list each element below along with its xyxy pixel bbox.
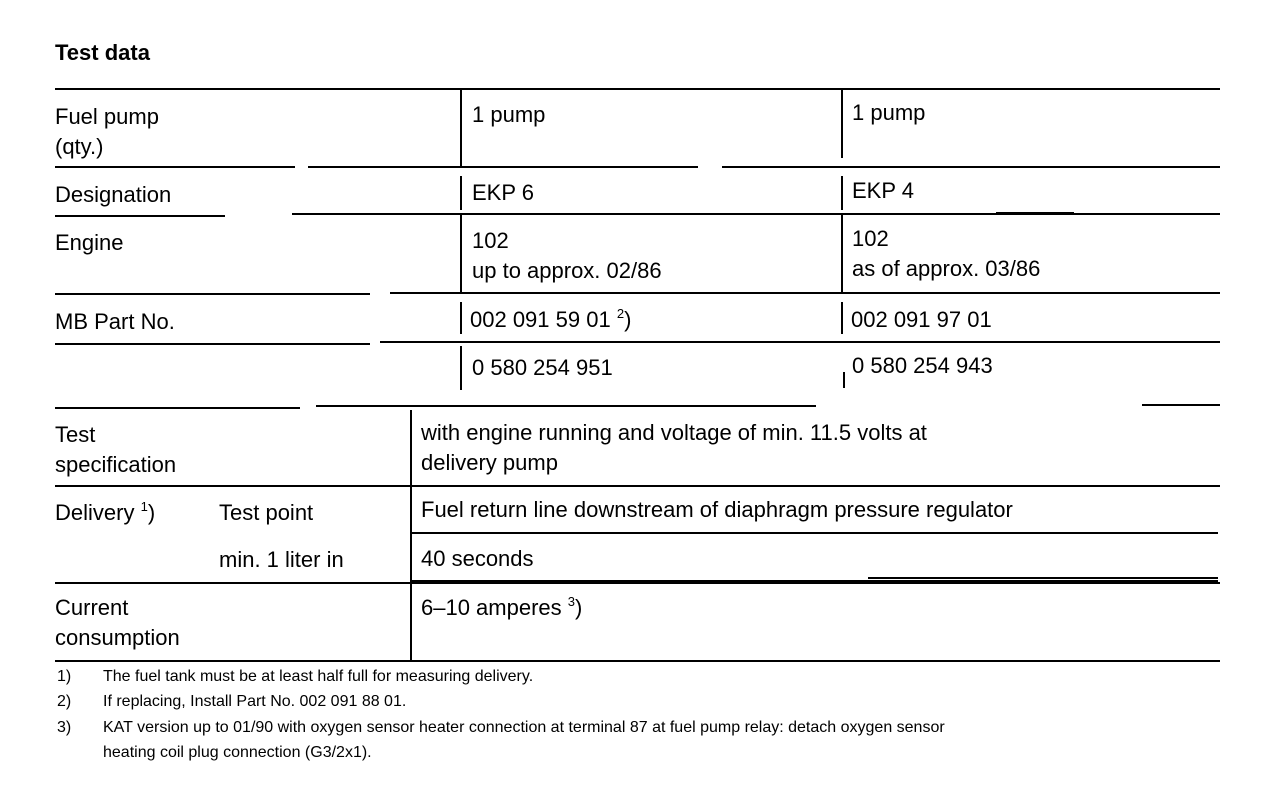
table-rule	[996, 212, 1074, 214]
footnote-number: 2)	[57, 693, 72, 710]
column-divider	[460, 176, 462, 210]
table-rule	[55, 343, 370, 345]
test-point-value: Fuel return line downstream of diaphragm pressure regulator	[421, 497, 1013, 522]
column-divider	[841, 215, 843, 292]
table-rule	[722, 166, 1220, 168]
table-rule	[308, 166, 698, 168]
column-divider	[843, 372, 845, 388]
column-divider	[460, 346, 462, 390]
table-rule	[316, 405, 816, 407]
column-divider	[410, 410, 412, 660]
table-rule	[380, 341, 1220, 343]
designation-col2: EKP 4	[852, 178, 914, 203]
table-rule	[410, 532, 1218, 534]
column-divider	[460, 302, 462, 334]
mb-part-no-col1: 002 091 59 01 $^2$)	[470, 306, 632, 332]
column-divider	[460, 90, 462, 166]
row-label-fuel-pump: Fuel pump (qty.)	[55, 104, 159, 159]
footnote-text: If replacing, Install Part No. 002 091 88 01.	[103, 693, 407, 710]
table-rule	[55, 485, 1220, 487]
table-rule	[390, 292, 1220, 294]
footnote-ref: 2	[616, 306, 625, 321]
bosch-part-no-col2: 0 580 254 943	[852, 353, 993, 378]
fuel-pump-qty-ekp4: 1 pump	[852, 100, 926, 125]
engine-col2: 102 as of approx. 03/86	[852, 226, 1041, 281]
column-divider	[841, 302, 843, 334]
table-rule	[55, 166, 295, 168]
table-rule	[55, 293, 370, 295]
column-divider	[841, 90, 843, 158]
row-label-designation: Designation	[55, 182, 172, 207]
fuel-pump-qty-ekp6: 1 pump	[472, 102, 546, 127]
row-label-mb-part-no: MB Part No.	[55, 309, 175, 334]
table-rule	[868, 577, 1218, 579]
footnote-text: The fuel tank must be at least half full for measuring delivery.	[103, 668, 534, 685]
row-label-delivery: Delivery $^1$)	[55, 499, 156, 525]
column-divider	[841, 176, 843, 210]
min-liter-value: 40 seconds	[421, 546, 534, 571]
row-label-test-specification: Test specification	[55, 422, 177, 477]
footnote-text: KAT version up to 01/90 with oxygen sensor heater connection at terminal 87 at fuel pump relay: detach oxygen sensor heating coil plug connection (G3/2x1).	[103, 719, 945, 761]
table-rule	[55, 215, 225, 217]
page-title: Test data	[55, 40, 150, 65]
table-rule	[1142, 404, 1220, 406]
table-rule	[55, 660, 1220, 662]
current-consumption-value: 6–10 amperes $^3$)	[421, 594, 583, 620]
row-label-engine: Engine	[55, 230, 124, 255]
label-min-liter: min. 1 liter in	[219, 547, 344, 572]
table-rule	[55, 582, 1220, 584]
bosch-part-no-col1: 0 580 254 951	[472, 355, 613, 380]
footnote-number: 3)	[57, 719, 72, 736]
table-rule	[55, 88, 1220, 90]
footnote-ref: 1	[140, 499, 148, 514]
designation-col1: EKP 6	[472, 180, 534, 205]
footnote-ref: 3	[567, 594, 576, 609]
column-divider	[460, 215, 462, 292]
engine-col1: 102 up to approx. 02/86	[472, 228, 662, 283]
footnote-number: 1)	[57, 668, 72, 685]
label-test-point: Test point	[219, 500, 314, 525]
row-label-current-consumption: Current consumption	[55, 595, 180, 650]
table-rule	[55, 407, 300, 409]
mb-part-no-col2: 002 091 97 01	[851, 307, 992, 332]
table-rule	[292, 213, 1220, 215]
test-specification-value: with engine running and voltage of min. 11.5 volts at delivery pump	[421, 420, 927, 475]
